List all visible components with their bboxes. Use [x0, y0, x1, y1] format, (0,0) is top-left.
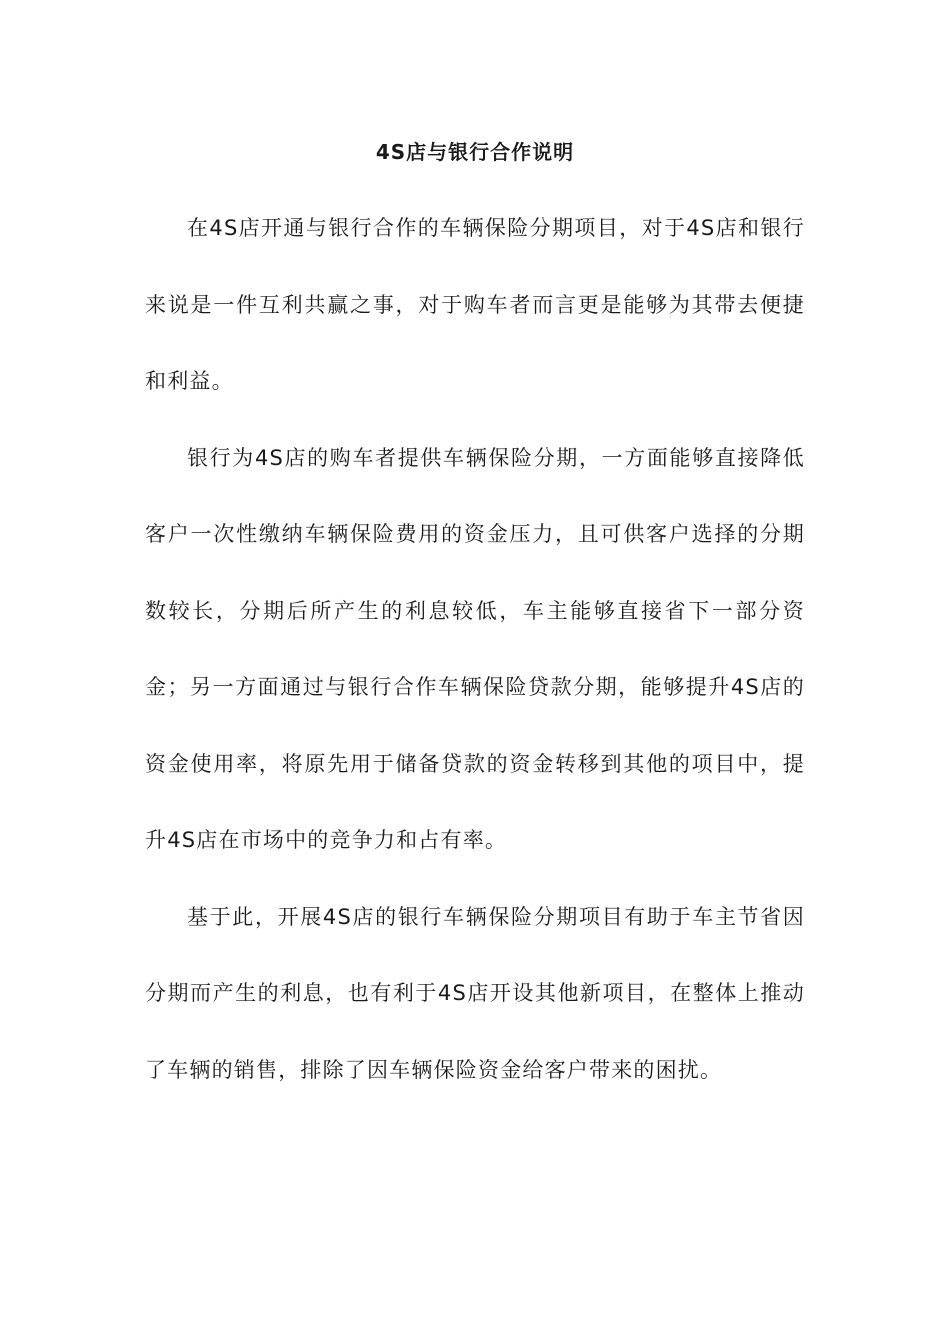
- paragraph-2: 银行为4S店的购车者提供车辆保险分期，一方面能够直接降低客户一次性缴纳车辆保险费用的资金压力，且可供客户选择的分期数较长，分期后所产生的利息较低，车主能够直接省下一部分资金；另一方面通过与银行合作车辆保险贷款分期，能够提升4S店的资金使用率，将原先用于储备贷款的资金转移到其他的项目中，提升4S店在市场中的竞争力和占有率。: [145, 445, 805, 852]
- paragraph-1: 在4S店开通与银行合作的车辆保险分期项目，对于4S店和银行来说是一件互利共赢之事，对于购车者而言更是能够为其带去便捷和利益。: [145, 216, 805, 393]
- document-body: [145, 190, 805, 1108]
- document-title: 4S店与银行合作说明: [375, 140, 575, 164]
- paragraph-3: 基于此，开展4S店的银行车辆保险分期项目有助于车主节省因分期而产生的利息，也有利于4S店开设其他新项目，在整体上推动了车辆的销售，排除了因车辆保险资金给客户带来的困扰。: [145, 904, 805, 1082]
